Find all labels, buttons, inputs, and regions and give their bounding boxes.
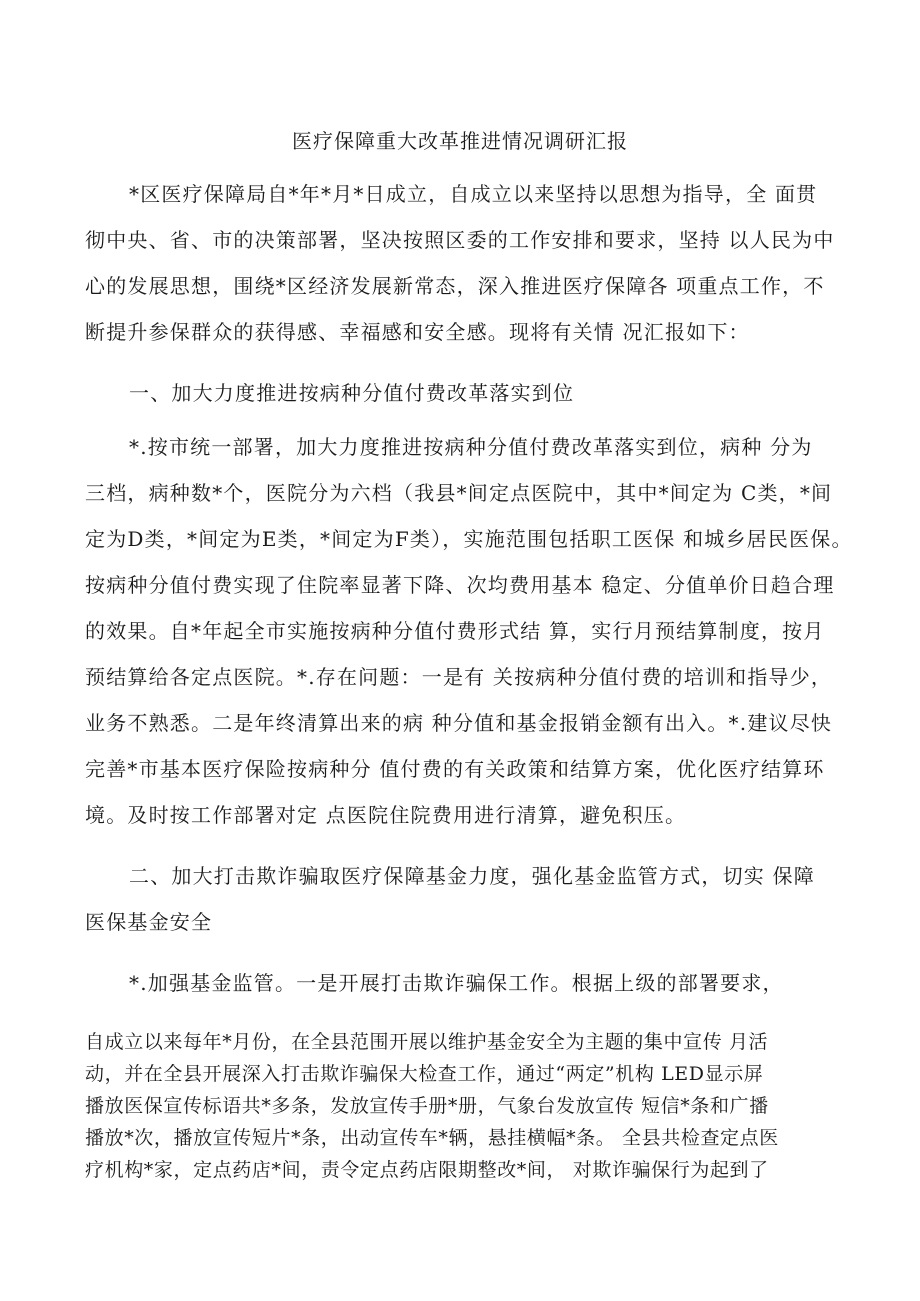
paragraph-line: 定为D类，*间定为E类，*间定为F类），实施范围包括职工医保 和城乡居民医保。 [85, 527, 853, 551]
paragraph-line: 播放*次，播放宣传短片*条，出动宣传车*辆，悬挂横幅*条。 全县共检查定点医 [85, 1127, 779, 1149]
paragraph-line: *.按市统一部署，加大力度推进按病种分值付费改革落实到位，病种 分为 [129, 435, 813, 459]
paragraph-line: 业务不熟悉。二是年终清算出来的病 种分值和基金报销金额有出入。*.建议尽快 [85, 711, 833, 735]
paragraph-line: 自成立以来每年*月份，在全县范围开展以维护基金安全为主题的集中宣传 月活 [85, 1031, 769, 1053]
section-heading: 二、加大打击欺诈骗取医疗保障基金力度，强化基金监管方式，切实 保障 [129, 864, 815, 888]
paragraph-line: 的效果。自*年起全市实施按病种分值付费形式结 算，实行月预结算制度，按月 [85, 619, 825, 643]
section-heading: 一、加大力度推进按病种分值付费改革落实到位 [129, 381, 575, 405]
paragraph-line: 三档，病种数*个，医院分为六档（我县*间定点医院中，其中*间定为 C类，*间 [85, 481, 833, 505]
document-title: 医疗保障重大改革推进情况调研汇报 [292, 129, 628, 153]
paragraph-line: 心的发展思想，围绕*区经济发展新常态，深入推进医疗保障各 项重点工作，不 [85, 274, 825, 298]
paragraph-line: 完善*市基本医疗保险按病种分 值付费的有关政策和结算方案，优化医疗结算环 [85, 757, 825, 781]
paragraph-line: 彻中央、省、市的决策部署，坚决按照区委的工作安排和要求，坚持 以人民为中 [85, 228, 835, 252]
paragraph-line: 按病种分值付费实现了住院率显著下降、次均费用基本 稳定、分值单价日趋合理 [85, 573, 835, 597]
paragraph-line: 预结算给各定点医院。*.存在问题：一是有 关按病种分值付费的培训和指导少， [85, 665, 833, 689]
paragraph-line: 播放医保宣传标语共*多条，发放宣传手册*册，气象台发放宣传 短信*条和广播 [85, 1095, 769, 1117]
paragraph-line: 断提升参保群众的获得感、幸福感和安全感。现将有关情 况汇报如下： [85, 320, 750, 344]
paragraph-line: *区医疗保障局自*年*月*日成立，自成立以来坚持以思想为指导，全 面贯 [129, 182, 818, 206]
paragraph-line: 疗机构*家，定点药店*间，责令定点药店限期整改*间， 对欺诈骗保行为起到了 [85, 1159, 769, 1181]
section-heading-continued: 医保基金安全 [85, 910, 213, 934]
paragraph-line: 动，并在全县开展深入打击欺诈骗保大检查工作，通过“两定”机构 LED显示屏 [85, 1063, 764, 1085]
paragraph-line: *.加强基金监管。一是开展打击欺诈骗保工作。根据上级的部署要求， [129, 971, 784, 995]
paragraph-line: 境。及时按工作部署对定 点医院住院费用进行清算，避免积压。 [85, 803, 687, 827]
